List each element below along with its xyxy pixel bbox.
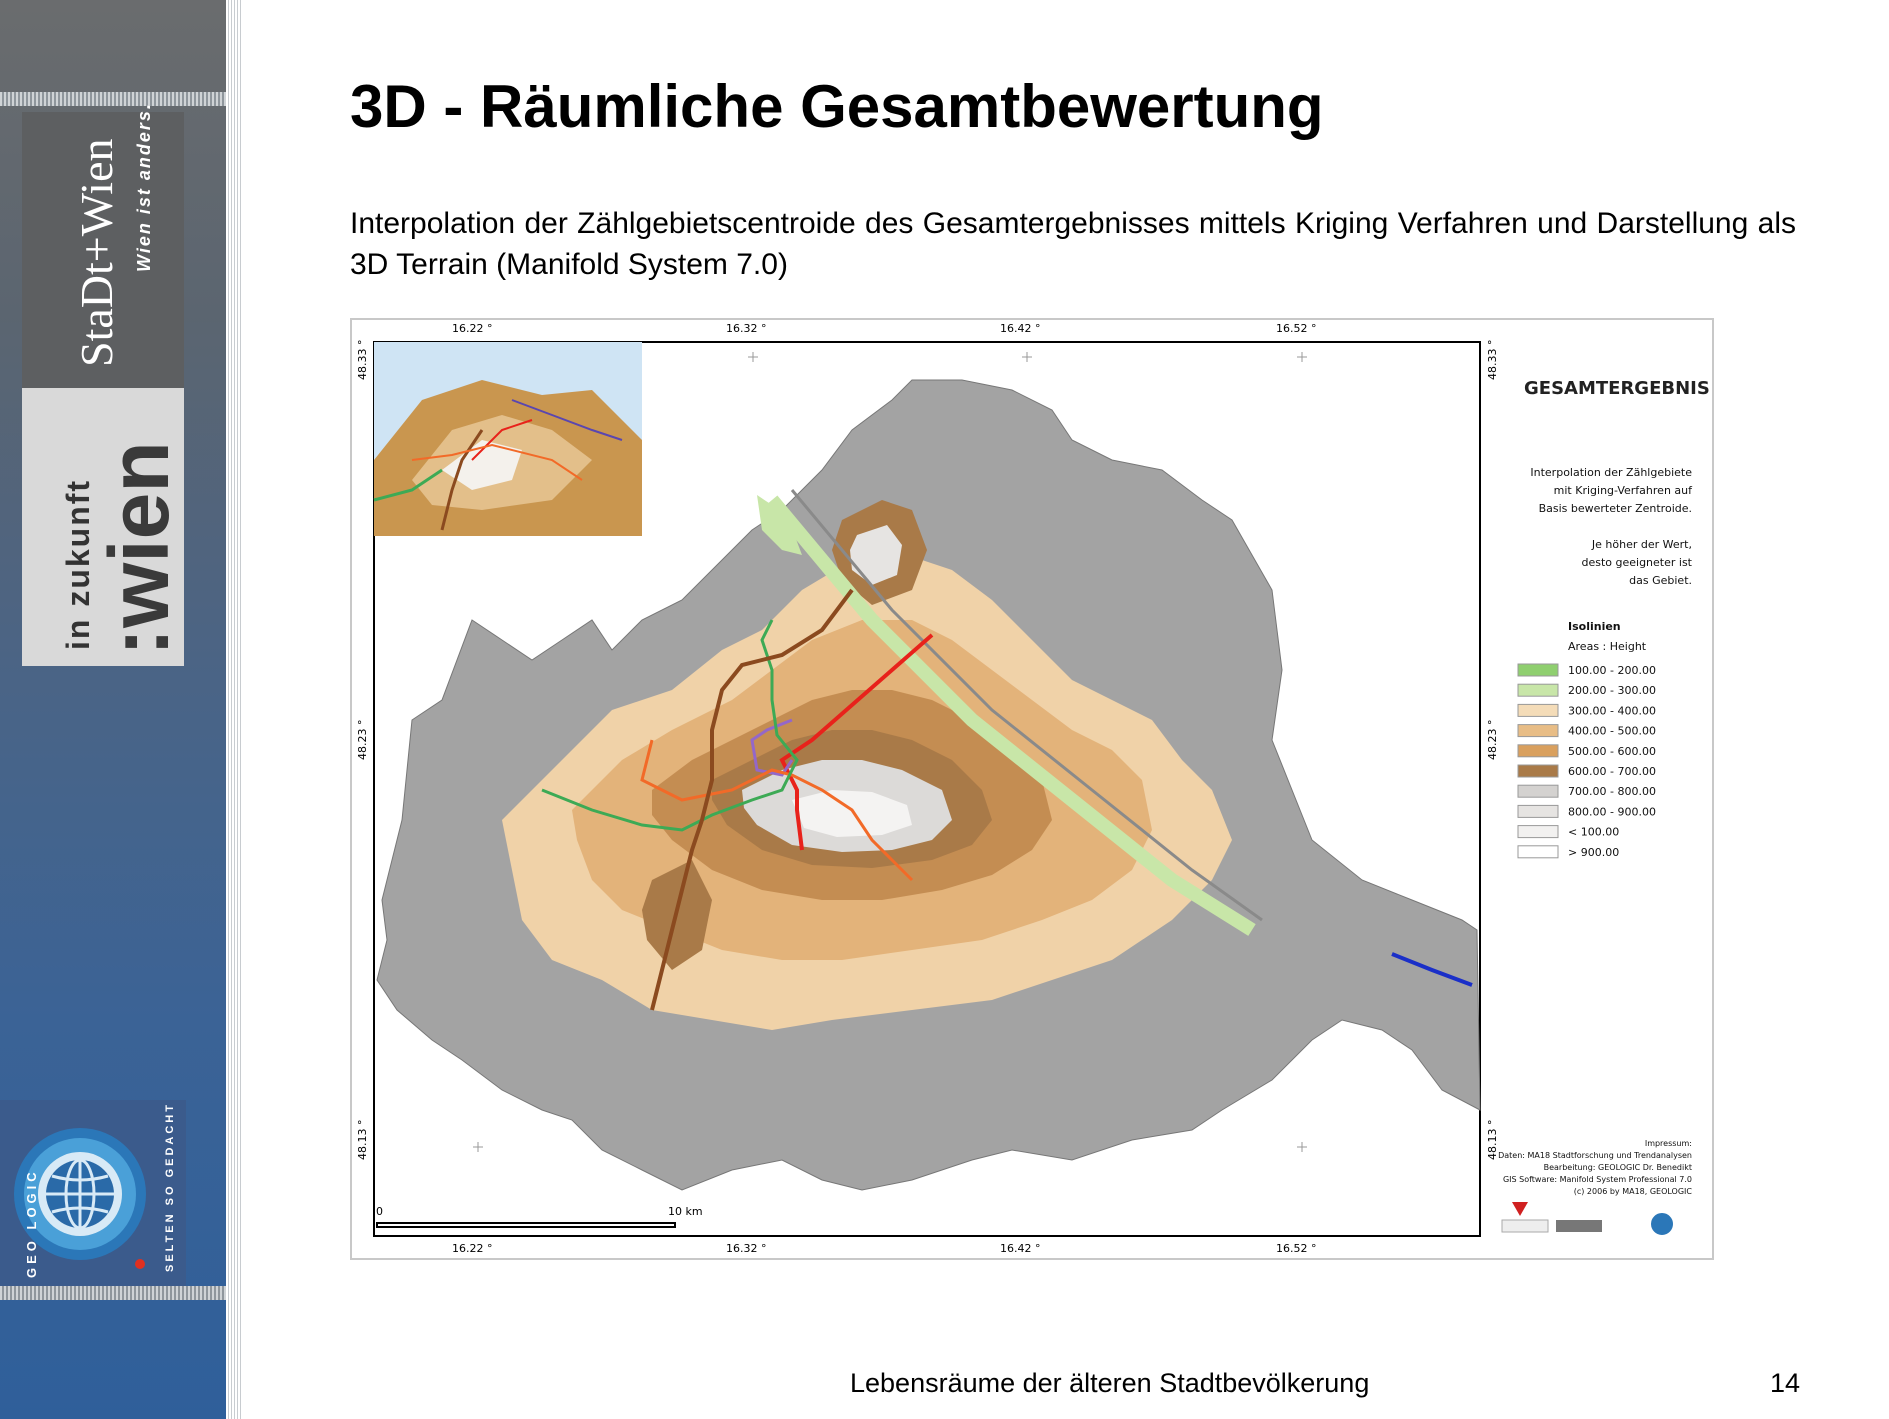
map-figure [350, 318, 1714, 1260]
legend-label: 100.00 - 200.00 [1568, 664, 1656, 677]
impressum-line: GIS Software: Manifold System Professional 7.0 [1502, 1175, 1692, 1184]
map-info-line: das Gebiet. [1629, 574, 1692, 587]
legend-label: 700.00 - 800.00 [1568, 785, 1656, 799]
geologic-tagline: SELTEN SO GEDACHT [164, 1102, 176, 1272]
map-info-line: mit Kriging-Verfahren auf [1553, 484, 1692, 497]
ma18-logo-icon [1502, 1220, 1548, 1232]
lon-label: 16.22 ° [452, 322, 493, 335]
zukunft-logo-text: in zukunft [60, 478, 96, 650]
legend-label: 200.00 - 300.00 [1568, 684, 1656, 698]
legend-swatch [1518, 664, 1558, 676]
lon-label: 16.32 ° [726, 1242, 767, 1255]
map-info-line: Je höher der Wert, [1591, 538, 1692, 551]
legend-subtitle: Areas : Height [1568, 640, 1647, 653]
sidebar-stripe [0, 1286, 226, 1300]
lon-label: 16.32 ° [726, 322, 767, 335]
stadt-wien-logo-text: StaDt+Wien [71, 138, 122, 367]
lon-label: 16.42 ° [1000, 322, 1041, 335]
legend-swatch [1518, 725, 1558, 737]
vienna-map [352, 320, 1712, 1258]
lat-label: 48.13 ° [1486, 1119, 1499, 1160]
lon-labels-top [452, 322, 1317, 335]
legend-swatch [1518, 785, 1558, 797]
legend-swatch [1518, 704, 1558, 716]
legend-swatch [1518, 826, 1558, 838]
legend-swatch [1518, 765, 1558, 777]
scale-end: 10 km [668, 1205, 703, 1218]
lon-label: 16.22 ° [452, 1242, 493, 1255]
geologic-small-logo-icon [1650, 1212, 1674, 1236]
legend-swatch [1518, 846, 1558, 858]
impressum-line: (c) 2006 by MA18, GEOLOGIC [1573, 1187, 1692, 1196]
slide-description: Interpolation der Zählgebietscentroide des Gesamtergebnisses mittels Kriging Verfahren und Darstellung als 3D Terrain (Manifold System 7.0) [350, 207, 1796, 281]
legend-label: 500.00 - 600.00 [1568, 744, 1656, 758]
lat-label: 48.13 ° [356, 1119, 369, 1160]
impressum-line: Bearbeitung: GEOLOGIC Dr. Benedikt [1543, 1163, 1692, 1172]
legend-label: 800.00 - 900.00 [1568, 805, 1656, 819]
legend-label: 300.00 - 400.00 [1568, 704, 1656, 718]
stadt-wien-tagline: Wien ist anders. [134, 102, 154, 272]
lat-label: 48.23 ° [356, 719, 369, 760]
lon-labels-bottom [452, 1242, 1317, 1255]
lon-label: 16.52 ° [1276, 1242, 1317, 1255]
map-info-line: Basis bewerteter Zentroide. [1538, 502, 1692, 515]
legend-swatch [1518, 805, 1558, 817]
legend-label: 600.00 - 700.00 [1568, 765, 1656, 778]
legend-swatch [1518, 745, 1558, 757]
geologic-name: GEO LOGIC [24, 1168, 39, 1278]
impressum-line: Daten: MA18 Stadtforschung und Trendanalysen [1498, 1151, 1692, 1160]
zukunft-wien-logo [22, 388, 184, 666]
legend-label: 400.00 - 500.00 [1568, 724, 1656, 738]
legend-label: < 100.00 [1568, 825, 1620, 839]
impressum-line: Impressum: [1644, 1139, 1692, 1148]
stadt-wien-small-logo-icon [1556, 1220, 1602, 1232]
geologic-logo [0, 1100, 186, 1288]
impressum [1498, 1139, 1692, 1196]
scale-start: 0 [376, 1205, 383, 1218]
legend-items [1518, 664, 1656, 859]
scale-bar-inner [378, 1224, 674, 1226]
sidebar-divider-lines [228, 0, 242, 1419]
sidebar-stripe [0, 92, 226, 106]
legend-swatch [1518, 684, 1558, 696]
lon-label: 16.52 ° [1276, 322, 1317, 335]
inset-3d-view [374, 342, 642, 536]
lat-label: 48.33 ° [1486, 339, 1499, 380]
ma18-logo-icon [1512, 1202, 1528, 1216]
map-heading: GESAMTERGEBNIS [1524, 378, 1710, 399]
stadt-wien-logo [22, 102, 184, 388]
sidebar [0, 0, 226, 1419]
wien-logo-text: :wien [92, 441, 186, 656]
lat-label: 48.33 ° [356, 339, 369, 380]
legend-title: Isolinien [1568, 620, 1621, 633]
map-info [1530, 466, 1693, 587]
map-info-line: desto geeigneter ist [1581, 556, 1692, 569]
map-info-line: Interpolation der Zählgebiete [1530, 466, 1692, 479]
page-number: 14 [1770, 1368, 1801, 1398]
legend-label: > 900.00 [1568, 845, 1620, 859]
slide-footer: Lebensräume der älteren Stadtbevölkerung [850, 1368, 1370, 1398]
slide-title: 3D - Räumliche Gesamtbewertung [350, 73, 1324, 140]
lat-label: 48.23 ° [1486, 719, 1499, 760]
lon-label: 16.42 ° [1000, 1242, 1041, 1255]
